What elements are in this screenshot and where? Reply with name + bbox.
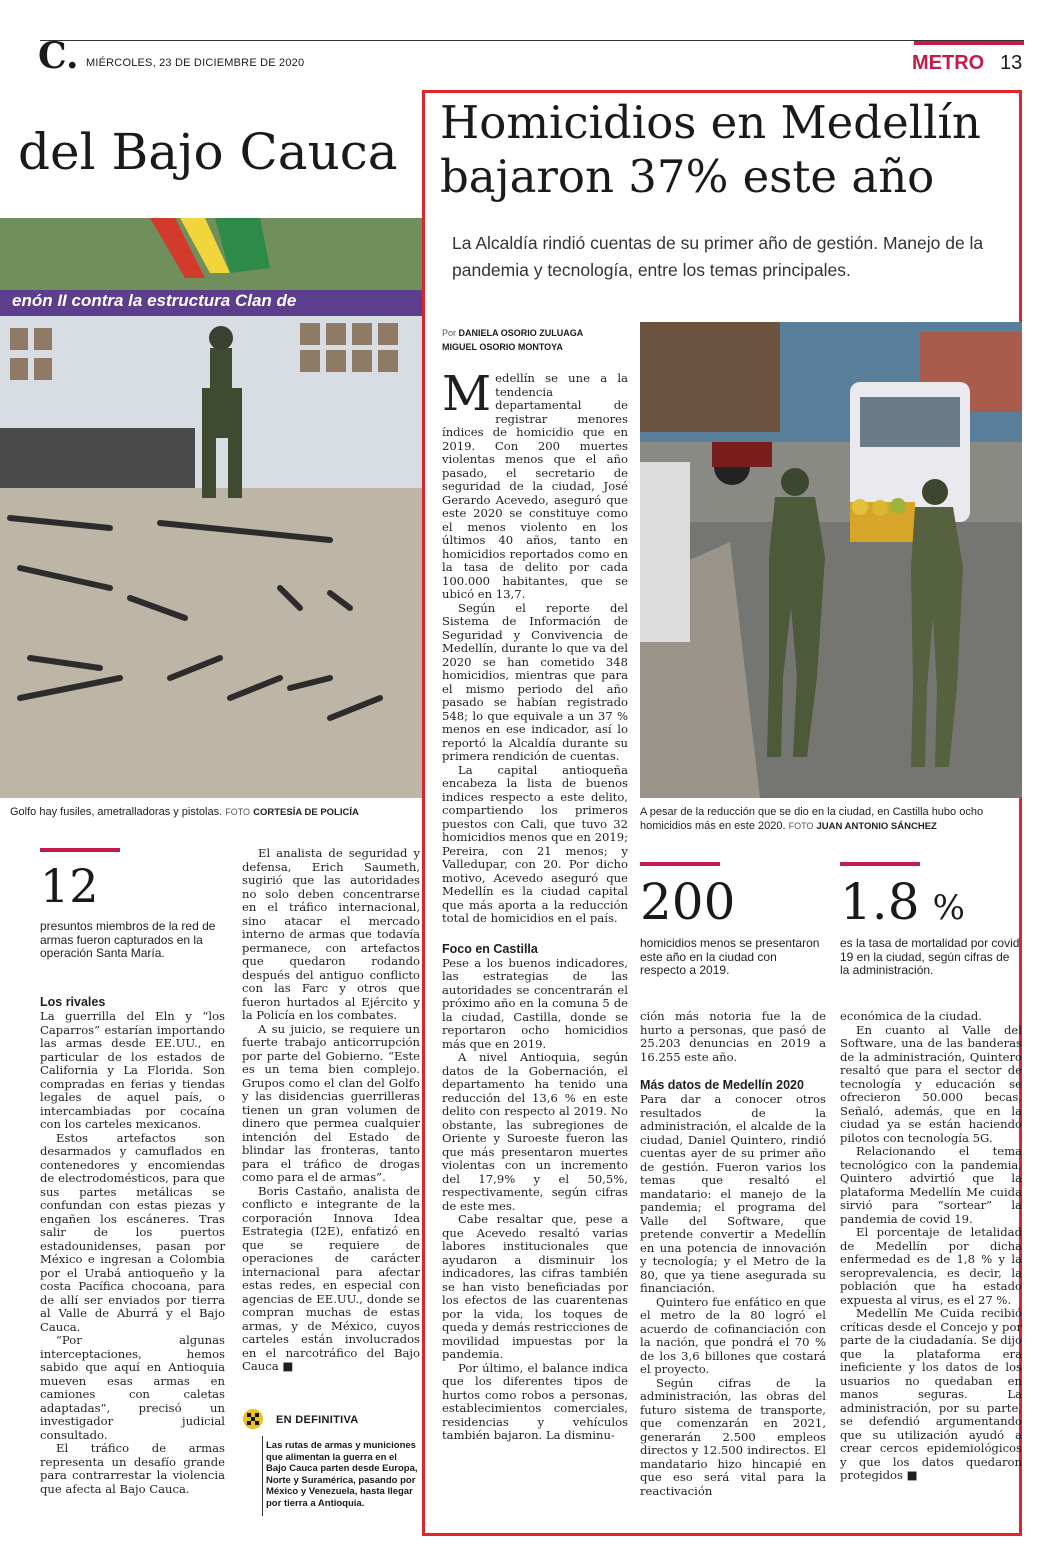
stat2-number: 1.8 [840,873,920,931]
main-headline: Homicidios en Medellín bajaron 37% este año [440,96,981,203]
stat1-bar [640,862,720,866]
left-photo-caption: Golfo hay fusiles, ametralladoras y pistolas. FOTO CORTESÍA DE POLICÍA [10,806,359,818]
street-photo-illustration [640,322,1022,798]
subhead-rivales: Los rivales [40,995,106,1009]
left-headline: del Bajo Cauca [18,123,398,181]
en-definitiva-box [242,1408,420,1518]
left-stat-number: 12 [40,859,99,913]
logo: C. [38,35,79,77]
stat1-number: 200 [640,873,736,931]
section-label: METRO [912,52,985,74]
stat2-number-group [840,873,965,931]
byline: Por DANIELA OSORIO ZULUAGA MIGUEL OSORIO MONTOYA [442,328,584,352]
stat2-unit: % [932,888,965,928]
main-deck: La Alcaldía rindió cuentas de su primer año de gestión. Manejo de la pandemia y tecnología, entre los temas principales. [452,233,984,280]
section-accent-bar [914,41,1024,45]
subhead-foco: Foco en Castilla [442,941,538,956]
stat2-bar [840,862,920,866]
page-number: 13 [1000,52,1023,74]
left-stat-text: presuntos miembros de la red de armas fueron capturados en la operación Santa María. [40,919,216,960]
svg-text:enón II contra la estructura C: enón II contra la estructura Clan de [12,291,297,310]
en-definitiva-rule [262,1436,263,1516]
main-col1: Medellín se une a la tendencia departamental de registrar menores índices de homicidio que en 2019. Con 200 muertes violentas menos que el año pasado, el secretario de seguridad de la ciudad, José Gerardo Acevedo, aseguró que este 2020 se constituye como el menos violento en los últimos 40 años, tanto en homicidios reportados como en la tasa de delito por cada 100.000 habitantes, que se ubicó en 13,7. Según el reporte del Sistema de Información de Seguridad y Convivencia de Medellín, durante lo que va del 2020 se han cometido 348 homicidios, mientras que para el mismo periodo del año pasado se habían registrado 548; lo que equivale a un 37 % menos en ese indicador, así lo reportó la Alcaldía durante su primera rendición de cuentas. La capital antioqueña encabeza la lista de buenos indices respecto a este delito, compartiendo los primeros puestos con Cali, que tuvo 32 homicidios menos que en 2019; Pereira, con 21 menos; y Valledupar, con 20. Por dicho motivo, Acevedo aseguró que Medellín es la ciudad capital que más aporta a la reducción total de homicidios en el país. Foco en Castilla Pese a los buenos indicadores, las estrategias de las autoridades se concentrarán el próximo año en la comuna 5 de la ciudad, Castilla, donde se reportaron ocho homicidios más que en 2019. A nivel Antioquia, según datos de la Gobernación, el departamento ha tenido una reducción del 13,6 % en este delito con respecto al 2019. No obstante, las subregiones de Oriente y Suroeste fueron las que más presentaron muertes violentas con un incremento del 17,9% y el 50,5%, respectivamente, según cifras de este mes. Cabe resaltar que, pese a que Acevedo resaltó varias labores institucionales que ayudaron a disminuir los indicadores, las cifras también se han visto beneficiadas por los efectos de las cuarentenas por la vida, los toques de queda y demás restricciones de movilidad impuestas por la pandemia. Por último, el balance indica que los diferentes tipos de hurtos como robos a personas, establecimientos comerciales, residencias y vehículos también bajaron. La disminu- [442,366,629,1442]
en-definitiva-text: Las rutas de armas y municiones que alimentan la guerra en el Bajo Cauca parten desde Europa, Norte y Suramérica, pasando por México y Venezuela, hasta llegar por tierra a Antioquia. [266,1440,418,1509]
weapons-photo-illustration [0,218,424,798]
subhead-mas-datos: Más datos de Medellín 2020 [640,1078,804,1092]
weapons-photo [0,218,424,798]
date-line: MIÉRCOLES, 23 DE DICIEMBRE DE 2020 [86,57,305,69]
en-definitiva-title: EN DEFINITIVA [276,1414,359,1426]
header-rule [40,40,1024,41]
main-col2: ción más notoria fue la de hurto a personas, que pasó de 25.203 denuncias en 2019 a 16.255 este año. Más datos de Medellín 2020 Para dar a conocer otros resultados de la administración, el alcalde de la ciudad, Daniel Quintero, rindió cuentas ayer de su primer año de gestión. Fueron varios los temas que resaltó el mandatario: el manejo de la pandemia; el programa del Valle del Software, que pretende convertir a Medellín en una potencia de innovación y tecnología; y el Metro de la 80, que ya tiene asegurada su financiación. Quintero fue enfático en que el metro de la 80 logró el acuerdo de cofinanciación con la nación, que pondrá el 70 % de los 3,6 billones que costará el proyecto. Según cifras de la administración, las obras del futuro sistema de transporte, que comenzarán en 2021, generarán 2.500 empleos directos y 12.500 indirectos. El mandatario hizo hincapié en que eso será vital para la reactivación [640,1009,826,1498]
street-photo [640,322,1022,798]
left-stat-bar [40,848,120,852]
main-photo-caption: A pesar de la reducción que se dio en la ciudad, en Castilla hubo ocho homicidios más en este 2020. FOTO JUAN ANTONIO SÁNCHEZ [640,806,984,832]
drop-cap: M [442,366,492,422]
left-col2: El analista de seguridad y defensa, Erich Saumeth, sugirió que las autoridades no solo deben concentrarse en el tráfico internacional, sino atacar el mercado interno de armas que todavía permanece, con artefactos que quedaron rodando después del antiguo conflicto con las Farc y otros que fueron hurtados al Ejército y la Policía en los combates. A su juicio, se requiere un fuerte trabajo anticorrupción por parte del Gobierno. “Este es un tema bien complejo. Grupos como el clan del Golfo y las disidencias guerrilleras tienen un gran volumen de dinero que permea cualquier intención del Estado de blindar las fronteras, tanto para el tráfico de drogas como para el de armas”. Boris Castaño, analista de conflicto e integrante de la corporación Innova Idea Estrategia (I2E), enfatizó en que se requiere de operaciones de carácter internacional para afectar estas redes, en especial con agencias de EE.UU., donde se compran muchas de estas armas, y de México, cuyos carteles están involucrados en el narcotráfico del Bajo Cauca ■ [242,846,420,1373]
stat1-text: homicidios menos se presentaron este año en la ciudad con respecto a 2019. [640,936,820,977]
left-col1: Los rivales La guerrilla del Eln y “los Caparros” estarían importando las armas desde EE.UU., en particular de los estados de California y La Florida. Son compradas en ferias y tiendas legales de aquel país, o intercambiadas por cocaína con los carteles mexicanos. Estos artefactos son desarmados y camuflados en contenedores y encomiendas de electrodomésticos, para que sus partes metálicas se confundan con estas piezas y engañen los escáneres. Tras salir de los puertos estadounidenses, pasan por México e ingresan a Colombia por el Urabá antioqueño y la costa Pacífica chocoana, para de allí ser enviados por tierra al Valle de Aburrá y el Bajo Cauca. “Por algunas interceptaciones, hemos sabido que aquí en Antioquia mueven esas armas en camiones con caletas adaptadas”, precisó un investigador judicial consultado. El tráfico de armas representa un desafío grande para contrarrestar la violencia que afecta al Bajo Cauca. [40,995,225,1496]
main-col3: económica de la ciudad. En cuanto al Valle del Software, una de las banderas de la administración, Quintero resaltó que para el sector de tecnología y educación se ofrecieron 50.000 becas. Señaló, además, que en la ciudad ya se están haciendo pilotos con tecnología 5G. Relacionando el tema tecnológico con la pandemia, Quintero advirtió que la plataforma Medellín Me cuida sirvió para “sortear” la pandemia de covid 19. El porcentaje de letalidad de Medellín por dicha enfermedad es de 1,8 % y la seroprevalencia, es decir, la población que ha estado expuesta al virus, es el 27 %. Medellín Me Cuida recibió críticas desde el Concejo y por parte de la ciudadanía. Se dijo que la plataforma era ineficiente y los datos de los usuarios no quedaban en manos seguras. La administración, por su parte, se defendió argumentando que su utilización ayudó a crear cercos epidemiológicos y que los datos quedaron protegidos ■ [840,1009,1022,1482]
en-definitiva-icon [242,1408,264,1430]
stat2-text: es la tasa de mortalidad por covid 19 en la ciudad, según cifras de la administración. [840,936,1020,977]
